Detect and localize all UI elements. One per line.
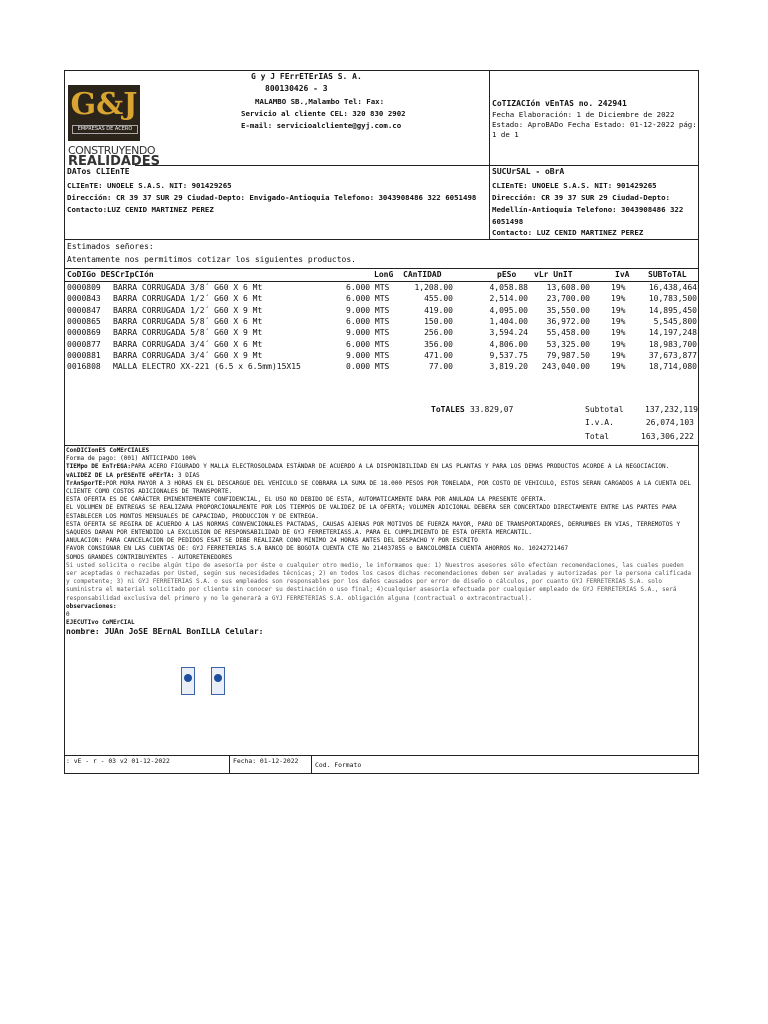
footer-version: : vE - r - 03 v2 01-12-2022 [66, 757, 170, 765]
row-weight: 9,537.75 [489, 350, 528, 360]
subtotal-label: Subtotal [585, 405, 624, 414]
row-quantity: 455.00 [424, 294, 453, 304]
branch-address-3: 6051498 [492, 217, 524, 226]
row-description: BARRA CORRUGADA 1/2´ G60 X 9 Mt [113, 305, 263, 315]
validity-text: 3 DIAS [178, 471, 200, 479]
row-iva: 19% [611, 283, 626, 292]
branch-address-1: Dirección: CR 39 37 SUR 29 Ciudad-Depto: [492, 193, 670, 202]
branch-name: CLIEnTE: UNOELE S.A.S. NIT: 901429265 [492, 181, 657, 190]
row-description: BARRA CORRUGADA 3/8´ G60 X 6 Mt [113, 283, 263, 292]
client-heading: DATos CLIEnTE [67, 167, 130, 176]
row-weight: 3,819.20 [489, 362, 528, 372]
quote-date: Fecha Elaboración: 1 de Diciembre de 2022 [492, 110, 675, 119]
row-weight: 1,404.00 [489, 316, 528, 326]
row-subtotal: 14,197,248 [648, 328, 697, 338]
quote-status: Estado: AproBADo Fecha Estado: 01-12-2022 pág: [492, 120, 697, 129]
row-subtotal: 14,895,450 [648, 305, 697, 315]
validity-label: vALIDEZ DE LA prESEnTE oFErTA: [66, 471, 175, 479]
row-quantity: 256.00 [424, 328, 453, 338]
row-code: 0000847 [67, 305, 101, 315]
payment-terms: Forma de pago: (001) ANTICIPADO 100% [66, 455, 197, 463]
row-code: 0000843 [67, 294, 101, 304]
row-iva: 19% [611, 305, 626, 315]
tagline-top: CONSTRUYENDO [68, 144, 155, 157]
branch-contact: Contacto: LUZ CENID MARTINEZ PEREZ [492, 228, 644, 237]
row-code: 0016808 [67, 362, 101, 372]
delivery-text: PARA ACERO FIGURADO Y MALLA ELECTROSOLDADA ESTÁNDAR DE ACUERDO A LA DISPONIBILIDAD EN LAS PLANTAS Y PARA LOS DEMAS PRODUCTOS ACORDE A LA NEGOCIACION. [131, 463, 670, 471]
condition-advisory: Si usted solicita o recibe algún tipo de asesoría por éste o cualquier otro medio, le informamos que: 1) Nuestros asesores sólo efectúan recomendaciones, las cuales pueden ser aceptadas o rechazadas por Usted, según sus necesidades técnicas; 2) en todos los casos dichas recomendaciones deben ser avaladas y autorizadas por la persona calificada y competente; 3) ni GYJ FERRETERIAS S.A. o sus empleados son responsables por los daños causados por error de diseño o cálculos, por cuanto GYJ FERRETERIAS S.A. solo suministra el material solicitado por cliente sin conocer su destinación o uso final; 4)cualquier asesoría efectuada por cualquier empleado de GYJ FERRETERIAS S.A., será responsabilidad exclusiva del primero y no le generará a GYJ FERRETERIAS S.A. obligación alguna (contractual o extracontractual). [66, 561, 691, 602]
row-subtotal: 10,783,500 [648, 294, 697, 304]
client-contact: Contacto:LUZ CENID MARTINEZ PEREZ [67, 205, 214, 214]
executive-label: EJECUTIvo CoMErCIAL [66, 619, 135, 627]
row-unit-price: 36,972.00 [546, 316, 590, 326]
row-weight: 2,514.00 [489, 294, 528, 304]
row-subtotal: 5,545,800 [653, 316, 697, 326]
row-iva: 19% [611, 339, 626, 349]
iva-value: 26,074,103 [645, 418, 694, 427]
footer-format: Cod. Formato [315, 761, 362, 769]
condition-taxpayer: SOMOS GRANDES CONTRIBUYENTES - AUTORETENEDORES [66, 553, 233, 561]
row-subtotal: 37,673,877 [648, 350, 697, 360]
logo-subtitle: EMPRESAS DE ACERO [72, 125, 138, 134]
certification-badge-icon [211, 667, 225, 695]
quote-title: CoTIZACIón vEnTAS no. 242941 [492, 99, 627, 108]
col-qty: CAnTIDAD [403, 270, 442, 279]
row-iva: 19% [611, 294, 626, 304]
row-quantity: 356.00 [424, 339, 453, 349]
row-length: 9.000 MTS [346, 350, 390, 360]
condition-volume: EL VOLUMEN DE ENTREGAS SE REALIZARA PROPORCIONALMENTE POR LOS TIEMPOS DE VALIDEZ DE LA OFERTA; VOLUMEN ADICIONAL DEBERA SER CONCERTADO DIRECTAMENTE ENTRE LAS PARTES PARA ESTABLECER LOS MONTOS MENSUALES DE CAPACIDAD, PRODUCCION Y DE ENTREGA. [66, 504, 677, 520]
branch-heading: SUCUrSAL - oBrA [492, 167, 565, 176]
quotation-document [64, 70, 699, 774]
greeting-line-2: Atentamente nos permitimos cotizar los siguientes productos. [67, 255, 356, 264]
row-subtotal: 16,438,464 [648, 283, 697, 292]
company-address: MALAMBO SB.,Malambo Tel: Fax: [255, 97, 385, 106]
client-name: CLIEnTE: UNOELE S.A.S. NIT: 901429265 [67, 181, 232, 190]
row-length: 6.000 MTS [346, 294, 390, 304]
row-description: BARRA CORRUGADA 3/4´ G60 X 6 Mt [113, 339, 263, 349]
row-weight: 4,095.00 [489, 305, 528, 315]
row-code: 0000865 [67, 316, 101, 326]
conditions-heading: ConDICIonES CoMErCIALES [66, 447, 150, 454]
col-unit: vLr UnIT [534, 270, 573, 279]
company-nit: 800130426 - 3 [265, 84, 328, 93]
delivery-label: TIEMpo DE EnTrEGA: [66, 463, 132, 471]
row-unit-price: 35,550.00 [546, 305, 590, 315]
col-weight: pESo [497, 270, 517, 279]
row-unit-price: 13,608.00 [546, 283, 590, 292]
col-subtotal: SUBToTAL [648, 270, 687, 279]
row-unit-price: 55,458.00 [546, 328, 590, 338]
quote-page: 1 de 1 [492, 130, 519, 139]
row-quantity: 419.00 [424, 305, 453, 315]
company-name: G y J FErrETErIAS S. A. [251, 72, 362, 81]
row-quantity: 150.00 [424, 316, 453, 326]
greeting-line-1: Estimados señores: [67, 242, 154, 251]
condition-confidential: ESTA OFERTA ES DE CARÁCTER EMINENTEMENTE CONFIDENCIAL, EL USO NO DEBIDO DE ESTA, AUTOMATICAMENTE DARA POR ANULADA LA PRESENTE OFERTA. [66, 496, 547, 504]
client-address: Dirección: CR 39 37 SUR 29 Ciudad-Depto: Envigado-Antioquia Telefono: 3043908486 322 6051498 [67, 193, 477, 202]
condition-force-majeure: ESTA OFERTA SE REGIRA DE ACUERDO A LAS NORMAS CONVENCIONALES PACTADAS, CAUSAS AJENAS POR MOTIVOS DE FUERZA MAYOR, PARO DE TRANSPORTADORES, DERRUMBES EN VIAS, TERREMOTOS Y SAQUEOS DARAN POR ENTENDIDO LA EXCLUSION DE RESPONSABILIDAD DE GYJ FERRETERIASS.A. PARA EL CUMPLIMIENTO DE ESTA OFERTA MERCANTIL. [66, 520, 681, 537]
row-weight: 4,058.88 [489, 283, 528, 292]
condition-bank-accounts: FAVOR CONSIGNAR EN LAS CUENTAS DE: GYJ FERRETERIAS S.A BANCO DE BOGOTA CUENTA CTE No 214037855 o BANCOLOMBIA CUENTA AHORROS No. 10242721467 [66, 545, 569, 553]
row-unit-price: 23,700.00 [546, 294, 590, 304]
row-weight: 4,806.00 [489, 339, 528, 349]
row-description: MALLA ELECTRO XX-221 (6.5 x 6.5mm)15X15 [113, 362, 301, 372]
company-email: E-mail: servicioalcliente@gyj.com.co [241, 121, 402, 130]
observations-label: observaciones: [66, 602, 117, 610]
logo-text: G&J [70, 87, 138, 122]
row-iva: 19% [611, 362, 626, 372]
company-service: Servicio al cliente CEL: 320 830 2902 [241, 109, 406, 118]
row-unit-price: 79,987.50 [546, 350, 590, 360]
row-iva: 19% [611, 316, 626, 326]
row-unit-price: 243,040.00 [541, 362, 590, 372]
row-description: BARRA CORRUGADA 1/2´ G60 X 6 Mt [113, 294, 263, 304]
certification-badge-icon [181, 667, 195, 695]
col-code-desc: CoDIGo DESCrIpCIón [67, 270, 154, 279]
company-logo [68, 85, 140, 141]
tagline-bottom: REALIDADES [68, 154, 160, 169]
row-description: BARRA CORRUGADA 5/8´ G60 X 6 Mt [113, 316, 263, 326]
row-length: 0.000 MTS [346, 362, 390, 372]
condition-cancellation: ANULACION: PARA CANCELACION DE PEDIDOS ESAT SE DEBE REALIZAR CONO MINIMO 24 HORAS ANTES DEL DESPACHO Y POR ESCRITO [66, 537, 478, 545]
row-description: BARRA CORRUGADA 5/8´ G60 X 9 Mt [113, 328, 263, 338]
totals-weight: 33.829,07 [470, 405, 514, 414]
transport-label: TrAnSporTE: [66, 479, 106, 487]
row-code: 0000869 [67, 328, 101, 338]
row-subtotal: 18,714,080 [648, 362, 697, 372]
subtotal-value: 137,232,119 [645, 405, 698, 414]
total-value: 163,306,222 [641, 432, 694, 441]
row-iva: 19% [611, 328, 626, 338]
row-unit-price: 53,325.00 [546, 339, 590, 349]
row-iva: 19% [611, 350, 626, 360]
row-length: 6.000 MTS [346, 339, 390, 349]
branch-address-2: Medellín-Antioquia Telefono: 3043908486 322 [492, 205, 684, 214]
row-code: 0000809 [67, 283, 101, 292]
col-long: LonG [374, 270, 394, 279]
row-subtotal: 18,983,700 [648, 339, 697, 349]
footer-date: Fecha: 01-12-2022 [233, 757, 299, 765]
totals-label: ToTALES [431, 405, 465, 414]
transport-text: POR MORA MAYOR A 3 HORAS EN EL DESCARGUE DEL VEHICULO SE COBRARA LA SUMA DE 18.000 PESOS POR TONELADA, POR COSTO DE VEHICULO, ESTOS SERAN CARGADOS A LA CUENTA DEL CLIENTE COMO COSTOS ADICIONALES DE TRANSPORTE. [66, 479, 691, 496]
row-weight: 3,594.24 [489, 328, 528, 338]
row-length: 6.000 MTS [346, 283, 390, 292]
row-description: BARRA CORRUGADA 3/4´ G60 X 9 Mt [113, 350, 263, 360]
row-length: 9.000 MTS [346, 328, 390, 338]
row-quantity: 1,208.00 [414, 283, 453, 292]
commercial-conditions [66, 447, 698, 637]
row-length: 6.000 MTS [346, 316, 390, 326]
row-code: 0000877 [67, 339, 101, 349]
total-label: Total [585, 432, 610, 441]
row-length: 9.000 MTS [346, 305, 390, 315]
executive-name: nombre: JUAn JoSE BErnAL BonILLA Celular: [66, 627, 264, 637]
row-quantity: 471.00 [424, 350, 453, 360]
row-code: 0000881 [67, 350, 101, 360]
iva-label: I.v.A. [585, 418, 614, 427]
row-quantity: 77.00 [428, 362, 453, 372]
col-iva: IvA [615, 270, 630, 279]
observations-value: 0 [66, 611, 70, 619]
